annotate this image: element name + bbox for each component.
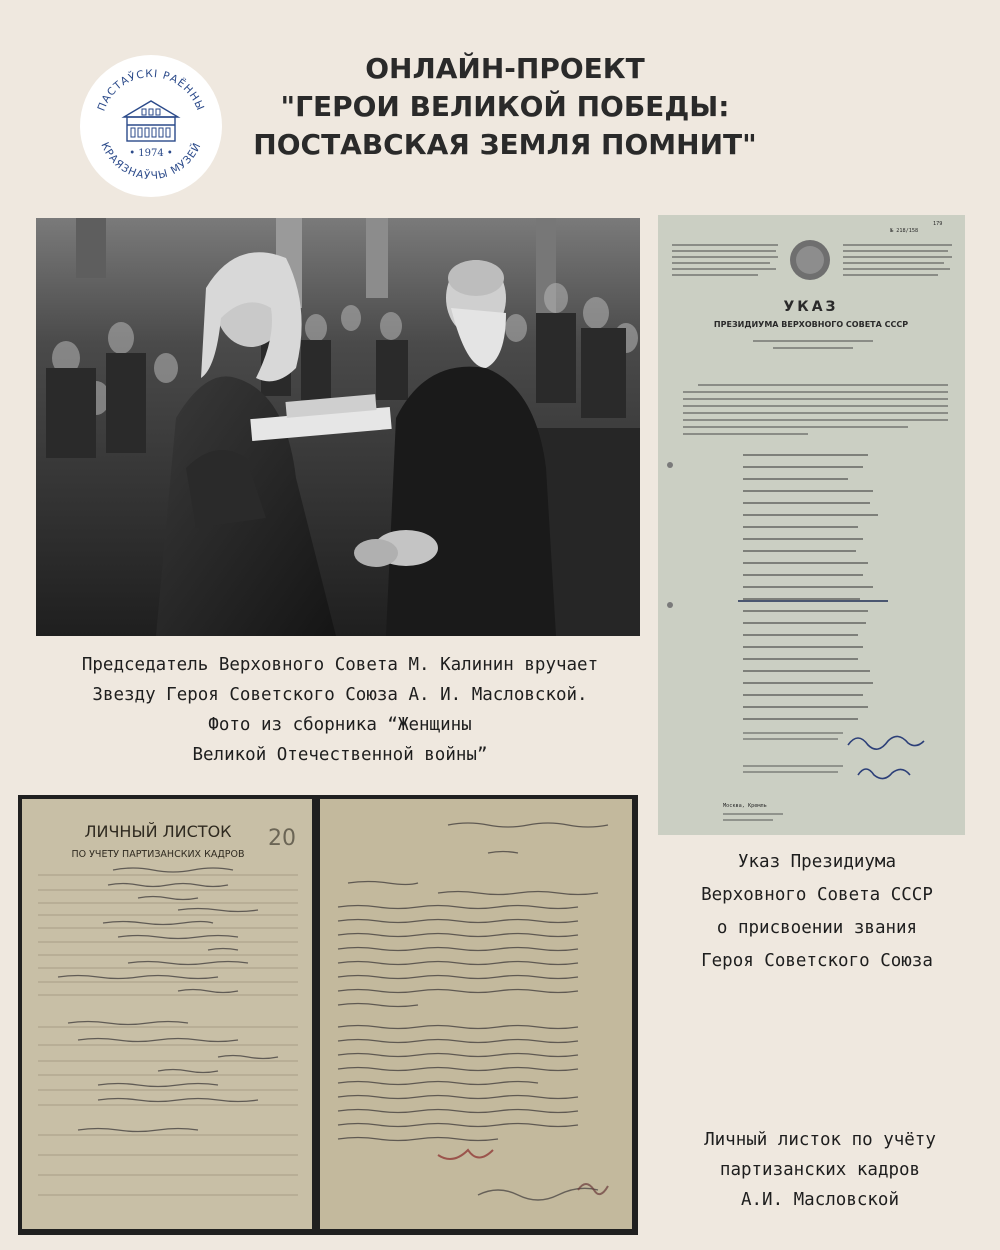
sheet-caption xyxy=(660,1125,980,1215)
project-title xyxy=(245,50,765,164)
decree-subtitle: ПРЕЗИДИУМА ВЕРХОВНОГО СОВЕТА СССР xyxy=(713,320,909,329)
decree-document xyxy=(658,215,965,835)
svg-text:20: 20 xyxy=(268,826,296,851)
sheet-title: ЛИЧНЫЙ ЛИСТОК xyxy=(84,822,232,841)
decree-title: УКАЗ xyxy=(783,299,839,315)
title-line-1: ОНЛАЙН-ПРОЕКТ xyxy=(365,52,645,85)
sheet-caption-line: партизанских кадров xyxy=(719,1160,921,1180)
museum-logo-emblem xyxy=(80,55,222,197)
svg-text:179: 179 xyxy=(933,221,943,227)
decree-caption-line: о присвоении звания xyxy=(716,918,918,938)
title-line-2: "ГЕРОИ ВЕЛИКОЙ ПОБЕДЫ: xyxy=(280,90,730,123)
decree-caption xyxy=(652,846,982,978)
photo-caption-line: Звезду Героя Советского Союза А. И. Масловской. xyxy=(92,685,588,705)
logo-ring-top: ПАСТАЎСКІ РАЁННЫ xyxy=(95,67,207,113)
sheet-subtitle: ПО УЧЕТУ ПАРТИЗАНСКИХ КАДРОВ xyxy=(71,849,245,860)
logo-year: • 1974 • xyxy=(129,148,173,159)
decree-number: № 218/158 xyxy=(890,228,919,234)
logo-ring-bottom: КРАЯЗНАЎЧЫ МУЗЕЙ xyxy=(98,140,204,183)
museum-logo xyxy=(80,55,222,197)
building-icon xyxy=(124,101,178,141)
photo-caption xyxy=(20,650,660,770)
sheet-caption-line: Личный листок по учёту xyxy=(704,1130,936,1150)
award-ceremony-photo xyxy=(36,218,640,636)
photo-caption-line: Великой Отечественной войны” xyxy=(192,745,488,765)
decree-caption-line: Верховного Совета СССР xyxy=(701,885,933,905)
sheet-caption-line: А.И. Масловской xyxy=(740,1190,900,1210)
decree-caption-line: Указ Президиума xyxy=(737,852,897,872)
photo-caption-line: Фото из сборника “Женщины xyxy=(208,715,472,735)
personal-sheet-document xyxy=(18,795,638,1235)
photo-caption-line: Председатель Верховного Совета М. Калинин вручает xyxy=(81,655,599,675)
decree-place: Москва, Кремль xyxy=(723,803,767,809)
decree-caption-line: Героя Советского Союза xyxy=(701,951,933,971)
title-line-3: ПОСТАВСКАЯ ЗЕМЛЯ ПОМНИТ" xyxy=(253,128,757,161)
